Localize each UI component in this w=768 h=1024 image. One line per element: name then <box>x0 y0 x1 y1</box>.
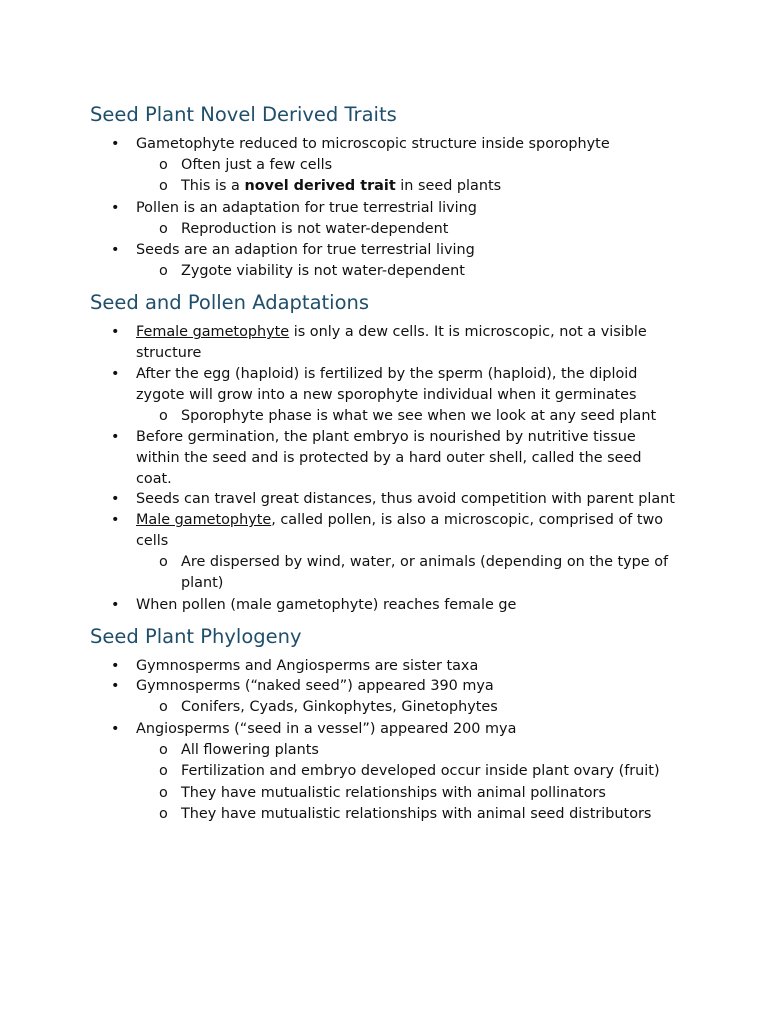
sub-list-wrapper <box>90 740 678 826</box>
sub-list-item <box>136 261 678 283</box>
list-item-text: Gametophyte reduced to microscopic structure inside sporophyte <box>136 136 610 152</box>
list-item-text: , called pollen, is also a microscopic, comprised of two cells <box>136 512 664 550</box>
bullet-list <box>90 656 678 826</box>
sub-list-wrapper <box>90 406 678 428</box>
bullet-marker: • <box>111 324 120 341</box>
list-item <box>90 364 676 406</box>
bullet-list <box>90 134 678 282</box>
bullet-marker: • <box>111 365 120 382</box>
bullet-marker: • <box>111 720 120 737</box>
sub-list-wrapper <box>90 697 678 719</box>
sub-bullet-marker: o <box>159 784 168 801</box>
sub-list-item <box>136 219 678 241</box>
sub-list-item-text: All flowering plants <box>181 741 319 758</box>
list-item <box>90 656 676 677</box>
sub-list-item-text: They have mutualistic relationships with animal seed distributors <box>181 806 652 823</box>
bullet-list <box>90 322 678 615</box>
sub-list-item-text: Are dispersed by wind, water, or animals (depending on the type of plant) <box>181 553 669 592</box>
sub-list-item-text: They have mutualistic relationships with animal pollinators <box>181 784 606 801</box>
list-item <box>90 489 676 510</box>
sub-list-item <box>136 740 678 762</box>
sub-list-wrapper <box>90 219 678 241</box>
sub-list-item-text: Reproduction is not water-dependent <box>181 220 449 237</box>
sub-list <box>136 261 678 283</box>
sub-list-wrapper <box>90 552 678 595</box>
list-item-text: Before germination, the plant embryo is nourished by nutritive tissue within the seed and is protected by a hard outer shell, called the seed coat. <box>136 429 642 487</box>
bullet-marker: • <box>111 242 120 259</box>
list-item-text: Angiosperms (“seed in a vessel”) appeared 200 mya <box>136 720 517 737</box>
bullet-marker: • <box>111 491 120 508</box>
sub-list-item-text: Fertilization and embryo developed occur inside plant ovary (fruit) <box>181 763 660 780</box>
list-item-text: Seeds can travel great distances, thus avoid competition with parent plant <box>136 491 675 508</box>
list-item <box>90 595 676 616</box>
sub-list <box>136 552 678 595</box>
list-item <box>90 240 676 261</box>
sub-list-wrapper <box>90 155 678 198</box>
list-item <box>90 427 676 489</box>
sub-list-item <box>136 155 678 177</box>
sub-bullet-marker: o <box>159 407 168 424</box>
sub-bullet-marker: o <box>159 763 168 780</box>
underlined-term: Female gametophyte <box>136 324 290 341</box>
bullet-marker: • <box>111 429 120 446</box>
sub-list-item-text: Zygote viability is not water-dependent <box>181 262 465 279</box>
list-item <box>90 134 676 155</box>
sub-list <box>136 155 678 198</box>
sub-list-item <box>136 552 676 595</box>
text-run: in seed plants <box>395 178 502 195</box>
sub-list-item-text <box>181 176 678 198</box>
sub-list-item <box>136 176 678 198</box>
sub-list-item-text: Conifers, Cyads, Ginkophytes, Ginetophytes <box>181 699 498 716</box>
section-title: Seed Plant Novel Derived Traits <box>90 103 397 126</box>
sub-bullet-marker: o <box>159 262 168 279</box>
list-item-text: is only a dew cells. It is microscopic, not a visible structure <box>136 324 647 362</box>
sub-list-item <box>136 783 678 805</box>
bullet-marker: • <box>111 678 120 695</box>
section-title: Seed Plant Phylogeny <box>90 624 302 648</box>
sub-list-item-text: Sporophyte phase is what we see when we look at any seed plant <box>181 407 657 424</box>
text-run: This is a <box>181 178 245 195</box>
bullet-marker: • <box>111 199 120 216</box>
sub-list-item <box>136 804 701 826</box>
list-item <box>90 198 676 219</box>
sub-list <box>136 219 678 241</box>
list-item-text: After the egg (haploid) is fertilized by the sperm (haploid), the diploid zygote will grow into a new sporophyte individual when it germinates <box>136 365 638 403</box>
sub-list-item-text: Often just a few cells <box>181 156 333 173</box>
list-item-text: Gymnosperms and Angiosperms are sister taxa <box>136 657 479 674</box>
sub-list-item <box>136 406 676 428</box>
sub-list-item <box>136 761 661 783</box>
section-title: Seed and Pollen Adaptations <box>90 291 370 315</box>
list-item <box>90 676 676 697</box>
sub-bullet-marker: o <box>159 178 168 195</box>
bullet-marker: • <box>111 512 120 529</box>
sub-list <box>136 697 678 719</box>
sub-list-item <box>136 697 678 719</box>
list-item <box>90 322 676 364</box>
sub-list-wrapper <box>90 261 678 283</box>
list-item-text: Pollen is an adaptation for true terrestrial living <box>136 199 477 216</box>
sub-bullet-marker: o <box>159 553 168 570</box>
bullet-marker: • <box>111 657 120 674</box>
list-item-text: Gymnosperms (“naked seed”) appeared 390 mya <box>136 678 494 695</box>
underlined-term: Male gametophyte <box>136 512 272 529</box>
list-item-text: When pollen (male gametophyte) reaches female ge <box>136 596 517 613</box>
sub-bullet-marker: o <box>159 806 168 823</box>
bullet-marker: • <box>111 596 120 613</box>
bold-text: novel derived trait <box>244 178 396 195</box>
bullet-marker: • <box>111 136 120 152</box>
sub-bullet-marker: o <box>159 741 168 758</box>
list-item <box>90 719 676 740</box>
sub-list <box>136 740 678 826</box>
sub-list <box>136 406 678 428</box>
list-item-text: Seeds are an adaption for true terrestrial living <box>136 242 475 259</box>
sub-bullet-marker: o <box>159 220 168 237</box>
sub-bullet-marker: o <box>159 156 168 173</box>
sub-bullet-marker: o <box>159 699 168 716</box>
list-item <box>90 510 676 552</box>
